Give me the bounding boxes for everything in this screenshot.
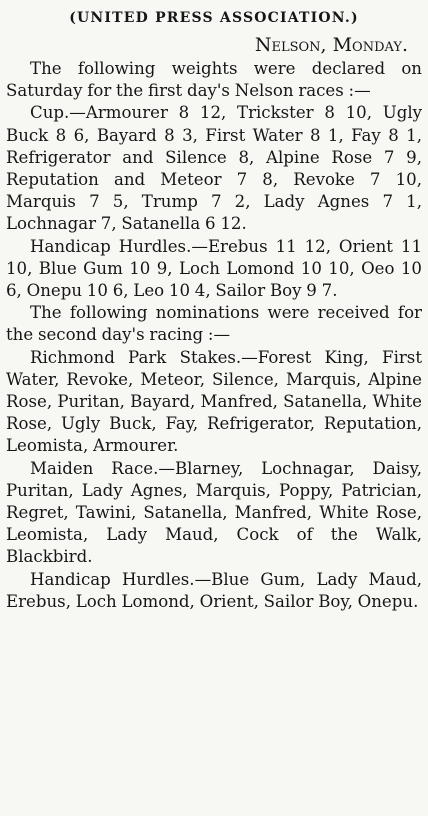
paragraph-maiden-race: Maiden Race.—Blarney, Lochnagar, Daisy, Puritan, Lady Agnes, Marquis, Poppy, Patrician, Regret, Tawini, Satanella, Manfred, White Rose, Leomista, Lady Maud, Cock of the Walk, Blackbird.	[6, 458, 422, 567]
dateline: Nelson, Monday.	[254, 34, 408, 56]
paragraph-cup-weights: Cup.—Armourer 8 12, Trickster 8 10, Ugly Buck 8 6, Bayard 8 3, First Water 8 1, Fay 8 1, Refrigerator and Silence 8, Alpine Rose 7 9, Reputation and Meteor 7 8, Revoke 7 10, Marquis 7 5, Trump 7 2, Lady Agnes 7 1, Lochnagar 7, Satanella 6 12.	[6, 103, 422, 234]
paragraph-handicap-hurdles-nominations: Handicap Hurdles.—Blue Gum, Lady Maud, Erebus, Loch Lomond, Orient, Sailor Boy, Onepu.	[6, 569, 422, 611]
agency-header: (UNITED PRESS ASSOCIATION.)	[69, 10, 359, 26]
paragraph-hurdles-weights: Handicap Hurdles.—Erebus 11 12, Orient 11 10, Blue Gum 10 9, Loch Lomond 10 10, Oeo 10 6, Onepu 10 6, Leo 10 4, Sailor Boy 9 7.	[6, 236, 422, 301]
paragraph-nominations-intro: The following nominations were received for the second day's racing :—	[6, 303, 422, 345]
paragraph-weights-intro: The following weights were declared on Saturday for the first day's Nelson races :—	[6, 59, 422, 101]
paragraph-richmond-park-stakes: Richmond Park Stakes.—Forest King, First Water, Revoke, Meteor, Silence, Marquis, Alpine Rose, Puritan, Bayard, Manfred, Satanella, White Rose, Ugly Buck, Fay, Refrigerator, Reputation, Leomista, Armourer.	[6, 347, 422, 456]
